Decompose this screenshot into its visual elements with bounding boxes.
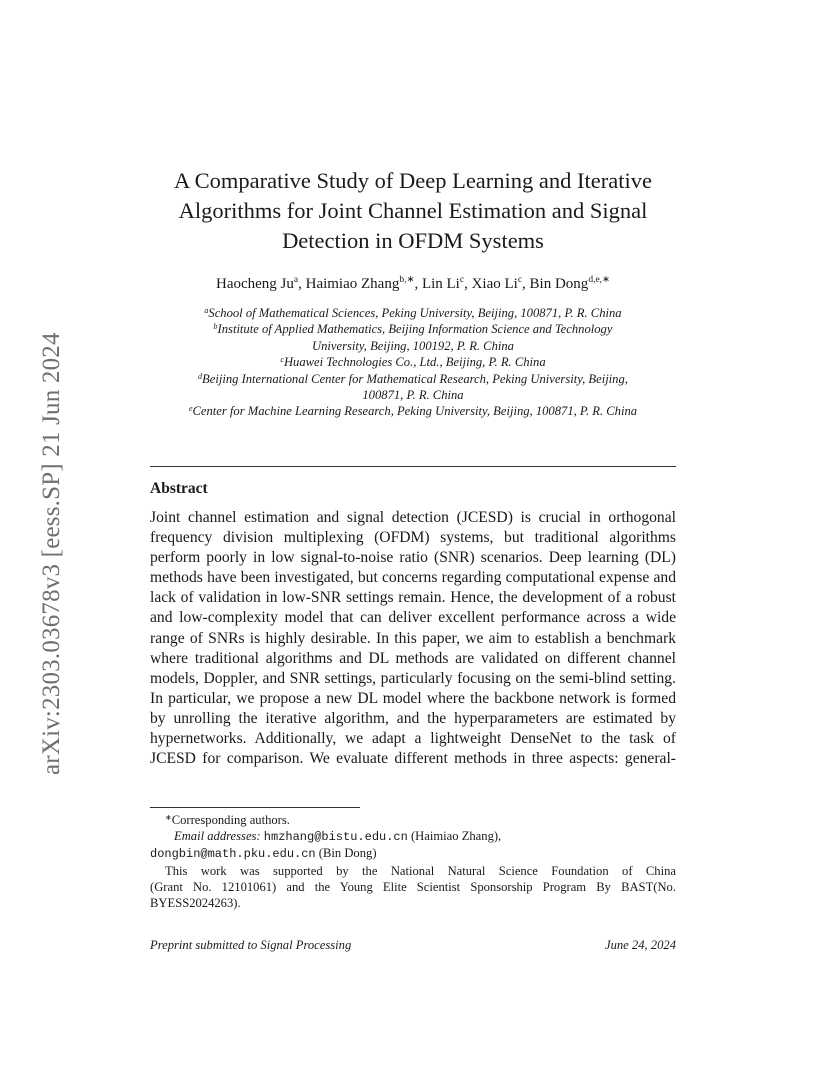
affiliation-list xyxy=(148,305,678,420)
author-name: Haocheng Ju xyxy=(215,276,294,292)
funding-note: (Grant No. 12101061) and the Young Elite Scientist Sponsorship Program By BAST(No. xyxy=(150,879,676,894)
author-affil-mark: c xyxy=(517,275,523,285)
corresponding-text: Corresponding authors. xyxy=(171,813,290,827)
email-link[interactable]: dongbin@math.pku.edu.cn xyxy=(150,847,316,862)
email-label: Email addresses: xyxy=(174,829,261,844)
email-owner: (Haimiao Zhang), xyxy=(410,829,502,844)
author-list: Haocheng Ju$^a$, Haimiao Zhang$^{b,∗}$, Lin Li$^c$, Xiao Li$^c$, Bin Dong$^{d,e,∗}$ xyxy=(215,275,610,292)
affiliation-mark: b xyxy=(213,322,218,332)
email-line xyxy=(150,845,676,862)
affiliation-text: Center for Machine Learning Research, Peking University, Beijing, 100871, P. R. China xyxy=(192,404,638,419)
title-line: Algorithms for Joint Channel Estimation and Signal xyxy=(178,198,648,223)
affiliation-text: Beijing International Center for Mathematical Research, Peking University, Beijing, xyxy=(202,371,628,386)
author-affil-mark: c xyxy=(459,275,465,285)
affiliation xyxy=(148,403,678,419)
affiliation xyxy=(148,371,678,387)
affiliation-text: School of Mathematical Sciences, Peking University, Beijing, 100871, P. R. China xyxy=(208,306,622,320)
footnotes xyxy=(150,812,676,911)
footer-date: June 24, 2024 xyxy=(605,938,676,952)
corresponding-note xyxy=(150,812,676,828)
title-line: Detection in OFDM Systems xyxy=(282,228,544,253)
affiliation xyxy=(148,321,678,337)
affiliation xyxy=(148,354,678,370)
affiliation-mark: e xyxy=(188,404,193,414)
page-footer xyxy=(150,938,676,953)
author-affil-mark: b,∗ xyxy=(399,275,415,285)
abstract-body: Joint channel estimation and signal detection (JCESD) is crucial in orthogonal frequency division multiplexing (OFDM) systems, but traditional algorithms perform poorly in low signal-to-noise ratio (SNR) scenarios. Deep learning (DL) methods have been investigated, but concerns regarding computational expense and lack of validation in low-SNR settings remain. Hence, the development of a robust and low-complexity model that can deliver excellent performance across a wide range of SNRs is highly desirable. In this paper, we aim to establish a benchmark where traditional algorithms and DL methods are validated on different channel models, Doppler, and SNR settings, particularly focusing on the semi-blind setting. In particular, we propose a new DL model where the backbone network is formed by unrolling the iterative algorithm, and the hyperparameters are estimated by hypernetworks. Additionally, we adapt a lightweight DenseNet to the task of JCESD for comparison. We evaluate different methods in three aspects: general- xyxy=(150,509,676,768)
affiliation-text: Institute of Applied Mathematics, Beijing Information Science and Technology xyxy=(217,322,613,337)
funding-note: This work was supported by the National Natural Science Foundation of China xyxy=(165,863,676,878)
footnote-divider xyxy=(150,807,360,808)
author-name: Bin Dong xyxy=(529,276,589,292)
footer-submission: Preprint submitted to Signal Processing xyxy=(150,938,352,952)
email-line xyxy=(150,828,676,845)
funding-note: BYESS2024263). xyxy=(150,896,241,911)
affiliation-continuation: University, Beijing, 100192, P. R. China xyxy=(312,338,514,353)
email-link[interactable]: hmzhang@bistu.edu.cn xyxy=(263,830,408,845)
arxiv-identifier: arXiv:2303.03678v3 [eess.SP] 21 Jun 2024 xyxy=(38,332,65,775)
affiliation-mark: d xyxy=(198,371,203,381)
header-divider xyxy=(150,466,676,467)
paper-title xyxy=(150,166,676,256)
affiliation-mark: c xyxy=(280,355,284,365)
abstract-heading: Abstract xyxy=(150,480,208,497)
author-name: Haimiao Zhang xyxy=(305,276,400,292)
author-affil-mark: a xyxy=(293,275,299,285)
author-name: Xiao Li xyxy=(471,276,518,292)
author-name: Lin Li xyxy=(421,276,460,292)
author-affil-mark: d,e,∗ xyxy=(588,275,610,285)
affiliation xyxy=(148,305,678,321)
affiliation-continuation: 100871, P. R. China xyxy=(362,388,464,403)
title-line: A Comparative Study of Deep Learning and Iterative xyxy=(174,168,652,193)
affiliation-text: Huawei Technologies Co., Ltd., Beijing, P. R. China xyxy=(283,355,546,370)
affiliation-mark: a xyxy=(204,306,209,315)
email-owner: (Bin Dong) xyxy=(318,846,377,861)
corresponding-mark: ∗ xyxy=(165,813,172,822)
